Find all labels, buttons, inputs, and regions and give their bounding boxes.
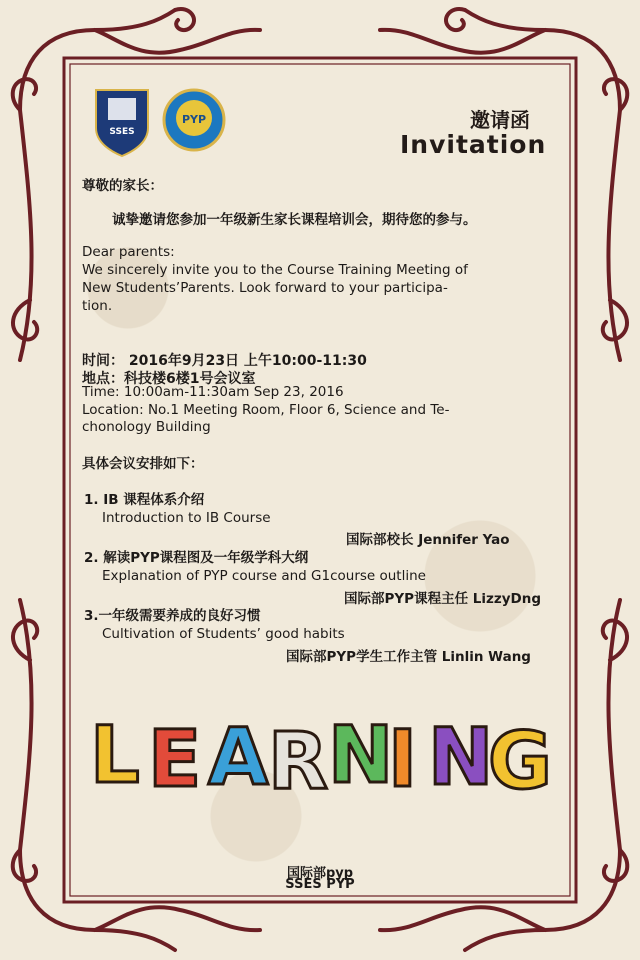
footer-line-2: SSES PYP <box>285 877 355 892</box>
svg-text:PYP: PYP <box>181 113 207 126</box>
sses-shield-logo <box>96 90 148 156</box>
agenda-item-2-speaker: 国际部PYP课程主任 LizzyDng <box>344 591 541 607</box>
agenda-item-1-speaker: 国际部校长 Jennifer Yao <box>346 532 510 548</box>
invite-english-line-1: We sincerely invite you to the Course Training Meeting of <box>82 262 468 278</box>
footer-line-1: 国际部pyp <box>286 866 354 881</box>
title-chinese: 邀请函 <box>470 108 530 132</box>
learning-letter-n1: N <box>328 711 394 801</box>
agenda-item-2-subtitle: Explanation of PYP course and G1course outline <box>102 568 426 584</box>
title-english: Invitation <box>400 130 547 159</box>
invite-english-line-3: tion. <box>82 298 113 314</box>
learning-illustration <box>90 700 560 810</box>
learning-letter-e: E <box>148 715 202 805</box>
schedule-heading: 具体会议安排如下： <box>82 456 204 472</box>
agenda-item-3-title: 3.一年级需要养成的良好习惯 <box>84 608 261 624</box>
learning-letter-l: L <box>90 711 140 801</box>
agenda-item-3-subtitle: Cultivation of Students’ good habits <box>102 626 345 642</box>
logo-group <box>86 88 236 162</box>
time-chinese: 时间： 2016年9月23日 上午10:00-11:30 <box>82 353 367 369</box>
invite-english-line-2: New Students’Parents. Look forward to your participa- <box>82 280 448 296</box>
learning-letter-r: R <box>268 717 329 807</box>
greeting-english: Dear parents: <box>82 244 175 260</box>
invite-chinese: 诚挚邀请您参加一年级新生家长课程培训会，期待您的参与。 <box>112 212 477 228</box>
svg-text:SSES: SSES <box>109 127 135 137</box>
pyp-round-logo <box>164 90 224 150</box>
time-english: Time: 10:00am-11:30am Sep 23, 2016 <box>82 384 344 400</box>
learning-letter-a: A <box>208 713 269 803</box>
location-english-line-1: Location: No.1 Meeting Room, Floor 6, Science and Te- <box>82 402 450 418</box>
agenda-item-1-subtitle: Introduction to IB Course <box>102 510 271 526</box>
agenda-item-1-title: 1. IB 课程体系介绍 <box>84 492 205 508</box>
agenda-item-3-speaker: 国际部PYP学生工作主管 Linlin Wang <box>286 649 531 665</box>
greeting-chinese: 尊敬的家长： <box>82 178 163 194</box>
learning-letter-i: I <box>388 715 418 805</box>
place-chinese: 地点：科技楼6楼1号会议室 <box>82 371 256 387</box>
location-english-line-2: chonology Building <box>82 419 211 435</box>
learning-letter-n2: N <box>428 713 494 803</box>
learning-letter-g: G <box>488 717 553 807</box>
agenda-item-2-title: 2. 解读PYP课程图及一年级学科大纲 <box>84 550 309 566</box>
